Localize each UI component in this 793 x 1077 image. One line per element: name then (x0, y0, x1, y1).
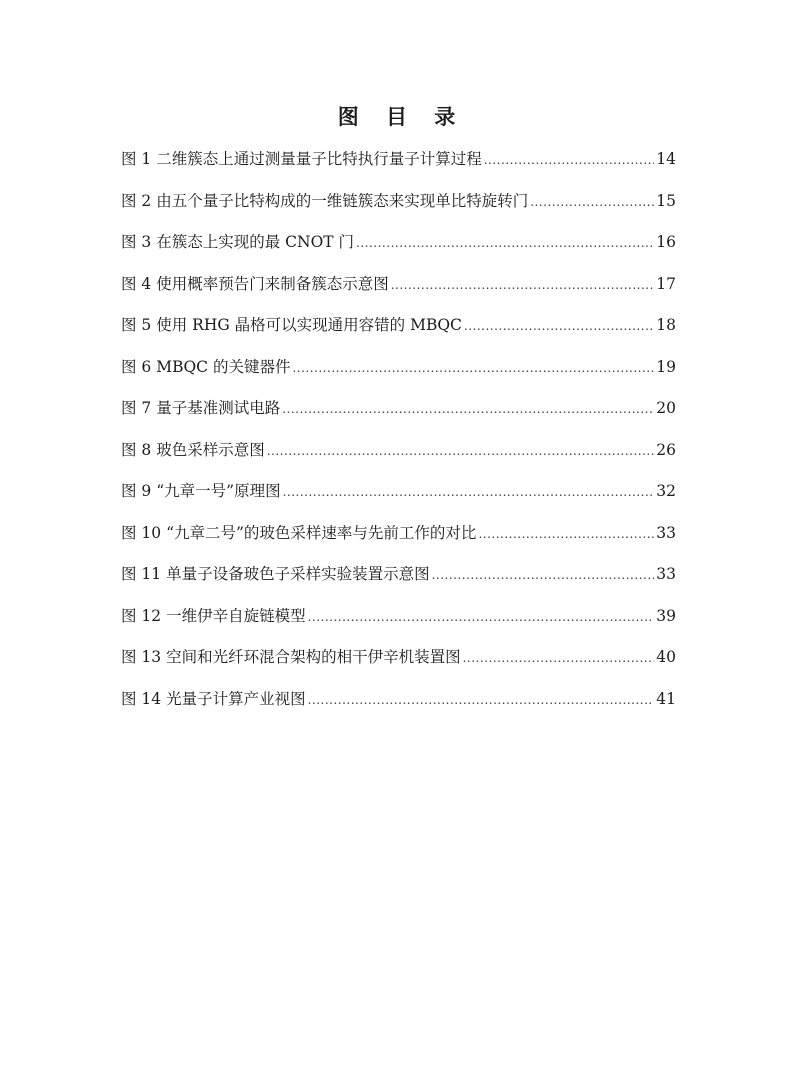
dot-leader (356, 230, 654, 256)
dot-leader (308, 604, 655, 630)
toc-entry-label: 图 5 使用 RHG 晶格可以实现通用容错的 MBQC (121, 316, 462, 334)
dot-leader (267, 438, 655, 464)
toc-entry-label: 图 14 光量子计算产业视图 (121, 689, 306, 708)
toc-entry[interactable] (121, 354, 676, 396)
page-title: 图 目 录 (337, 105, 466, 129)
toc-entry-page: 14 (656, 150, 676, 168)
toc-entry-page: 33 (656, 565, 676, 583)
toc-entry-page: 18 (656, 316, 676, 334)
toc-entry-label: 图 10 “九章二号”的玻色采样速率与先前工作的对比 (121, 523, 477, 542)
toc-entry-page: 41 (656, 689, 676, 708)
toc-entry-page: 33 (656, 523, 676, 542)
toc-entry[interactable] (121, 686, 676, 728)
toc-entry-label: 图 12 一维伊辛自旋链模型 (121, 606, 306, 625)
toc-entry-page: 40 (656, 648, 676, 666)
toc-entry[interactable] (121, 229, 676, 271)
toc-entry-page: 32 (656, 482, 676, 500)
toc-entry-page: 15 (656, 191, 676, 210)
toc-entry[interactable] (121, 312, 676, 354)
toc-entry-label: 图 1 二维簇态上通过测量量子比特执行量子计算过程 (121, 150, 482, 168)
toc-entry[interactable] (121, 188, 676, 230)
toc-entry[interactable] (121, 561, 676, 603)
toc-entry[interactable] (121, 520, 676, 562)
toc-entry-page: 39 (656, 606, 676, 625)
toc-entry-page: 16 (656, 233, 676, 251)
dot-leader (463, 645, 655, 671)
toc-entry[interactable] (121, 603, 676, 645)
toc-entry[interactable] (121, 478, 676, 520)
toc-entry[interactable] (121, 146, 676, 188)
toc-entry-label: 图 4 使用概率预告门来制备簇态示意图 (121, 274, 389, 293)
toc-entry-label: 图 6 MBQC 的关键器件 (121, 357, 291, 376)
toc-entry[interactable] (121, 271, 676, 313)
dot-leader (283, 479, 655, 505)
toc-entry[interactable] (121, 437, 676, 479)
dot-leader (530, 189, 654, 215)
dot-leader (432, 562, 655, 588)
toc-entry-label: 图 11 单量子设备玻色子采样实验装置示意图 (121, 565, 430, 583)
dot-leader (464, 313, 654, 339)
dot-leader (292, 355, 654, 381)
toc-entry-page: 19 (656, 357, 676, 376)
dot-leader (282, 396, 654, 422)
toc-entry-label: 图 8 玻色采样示意图 (121, 440, 265, 459)
toc-entry-page: 26 (656, 440, 676, 459)
toc-entry-label: 图 3 在簇态上实现的最 CNOT 门 (121, 233, 355, 251)
toc-entry-page: 17 (656, 274, 676, 293)
toc-entry[interactable] (121, 395, 676, 437)
toc-entry-label: 图 13 空间和光纤环混合架构的相干伊辛机装置图 (121, 648, 461, 666)
toc-entry[interactable] (121, 644, 676, 686)
dot-leader (484, 147, 655, 173)
toc-entry-page: 20 (656, 399, 676, 417)
toc-entry-label: 图 7 量子基准测试电路 (121, 399, 281, 417)
dot-leader (308, 687, 655, 713)
toc-entry-label: 图 9 “九章一号”原理图 (121, 482, 281, 500)
toc-entry-label: 图 2 由五个量子比特构成的一维链簇态来实现单比特旋转门 (121, 191, 529, 210)
figure-list (121, 146, 676, 727)
dot-leader (478, 521, 654, 547)
dot-leader (391, 272, 655, 298)
